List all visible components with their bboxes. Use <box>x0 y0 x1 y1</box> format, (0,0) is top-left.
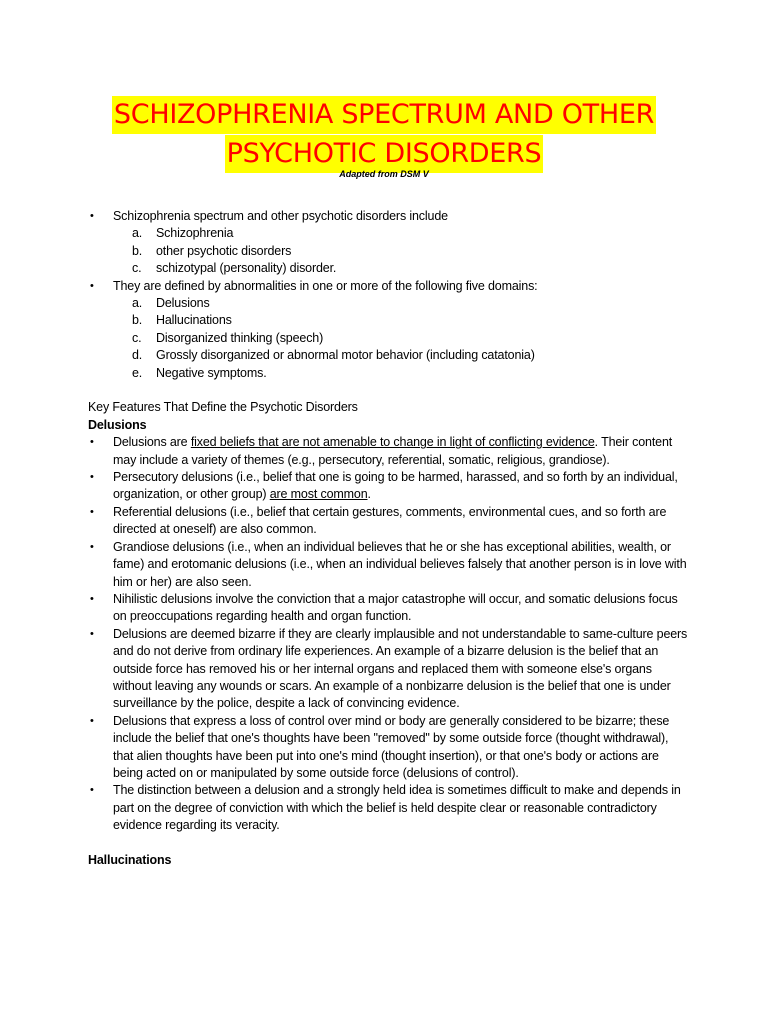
list-text: schizotypal (personality) disorder. <box>156 261 337 276</box>
list-text: Schizophrenia <box>156 226 234 241</box>
bullet-text: Referential delusions (i.e., belief that certain gestures, comments, environmental cues, and so forth are directed at oneself) are also common. <box>113 504 667 537</box>
bullet-marker: • <box>90 471 94 484</box>
bullet-marker: • <box>90 627 94 640</box>
bullet-text: The distinction between a delusion and a strongly held idea is sometimes difficult to make and depends in part on the degree of conviction with which the belief is held despite clear or reasonable contradictory evidence regarding its veracity. <box>113 783 681 833</box>
bullet-text: They are defined by abnormalities in one or more of the following five domains: <box>113 278 538 293</box>
underlined-text: are most common <box>269 487 368 502</box>
list-text: other psychotic disorders <box>156 243 292 258</box>
list-text: Grossly disorganized or abnormal motor behavior (including catatonia) <box>156 348 535 363</box>
bullet-item <box>88 713 688 783</box>
bullet-item <box>88 504 688 539</box>
subsection-heading-delusions: Delusions <box>88 417 147 432</box>
bullet-marker: • <box>90 279 94 292</box>
list-text: Negative symptoms. <box>156 365 267 380</box>
bullet-marker: • <box>90 592 94 605</box>
list-marker: c. <box>132 330 142 345</box>
bullet-text-pre: Delusions are <box>113 435 191 450</box>
bullet-text: Delusions that express a loss of control over mind or body are generally considered to be bizarre; these include the belief that one's thoughts have been "removed" by some outside force (thought withdrawal), that alien thoughts have been put into one's mind (thought insertion), or that one's body or actions are being acted on or manipulated by some outside force (delusions of control). <box>113 713 670 780</box>
bullet-item <box>88 208 688 225</box>
bullet-item <box>88 626 688 713</box>
list-marker: a. <box>132 296 143 311</box>
list-text: Hallucinations <box>156 313 232 328</box>
bullet-text-pre: Persecutory delusions (i.e., belief that one is going to be harmed, harassed, and so forth by an individual, organization, or other group) <box>113 470 678 502</box>
bullet-item <box>88 469 688 504</box>
bullet-text: Grandiose delusions (i.e., when an individual believes that he or she has exceptional abilities, wealth, or fame) and erotomanic delusions (i.e., when an individual believes falsely that another person is in love with him or her) are also seen. <box>113 539 687 589</box>
bullet-item <box>88 434 688 469</box>
bullet-marker: • <box>90 210 94 222</box>
list-marker: c. <box>132 261 142 276</box>
page-title <box>0 96 768 174</box>
bullet-text: Nihilistic delusions involve the conviction that a major catastrophe will occur, and somatic delusions focus on preoccupations regarding health and organ function. <box>113 591 678 624</box>
bullet-text-post: . <box>367 487 371 502</box>
bullet-item <box>88 539 688 591</box>
list-item <box>88 243 688 260</box>
subtitle: Adapted from DSM V <box>339 169 429 179</box>
list-marker: b. <box>132 313 143 328</box>
bullet-text-post: . Their content may include a variety of themes (e.g., persecutory, referential, somatic, religious, grandiose). <box>113 435 673 467</box>
list-text: Delusions <box>156 296 210 311</box>
list-marker: d. <box>132 348 143 363</box>
list-item <box>88 330 688 347</box>
list-text: Disorganized thinking (speech) <box>156 330 324 345</box>
bullet-marker: • <box>90 436 94 449</box>
bullet-marker: • <box>90 540 94 553</box>
list-item <box>88 260 688 277</box>
section-heading: Key Features That Define the Psychotic Disorders <box>88 400 358 415</box>
list-marker: e. <box>132 365 143 380</box>
list-item <box>88 312 688 329</box>
list-marker: b. <box>132 243 143 258</box>
list-item <box>88 365 688 382</box>
list-item <box>88 295 688 312</box>
underlined-text: fixed beliefs that are not amenable to change in light of conflicting evidence <box>190 435 595 450</box>
title-line-1: SCHIZOPHRENIA SPECTRUM AND OTHER <box>112 96 656 134</box>
list-item <box>88 225 688 242</box>
bullet-marker: • <box>90 505 94 518</box>
subsection-heading-hallucinations: Hallucinations <box>88 853 172 867</box>
bullet-item <box>88 591 688 626</box>
list-marker: a. <box>132 226 143 241</box>
title-line-2: PSYCHOTIC DISORDERS <box>225 135 544 173</box>
bullet-text: Schizophrenia spectrum and other psychotic disorders include <box>113 209 448 223</box>
bullet-text: Delusions are deemed bizarre if they are clearly implausible and not understandable to same-culture peers and do not derive from ordinary life experiences. An example of a bizarre delusion is the belief that an outside force has removed his or her internal organs and replaced them with someone else's organs without leaving any wounds or scars. An example of a nonbizarre delusion is the belief that one is under surveillance by the police, despite a lack of convincing evidence. <box>113 626 688 711</box>
bullet-item <box>88 782 688 834</box>
bullet-item <box>88 278 688 295</box>
bullet-marker: • <box>90 784 94 797</box>
bullet-marker: • <box>90 714 94 727</box>
list-item <box>88 347 688 364</box>
document-body <box>88 208 688 869</box>
